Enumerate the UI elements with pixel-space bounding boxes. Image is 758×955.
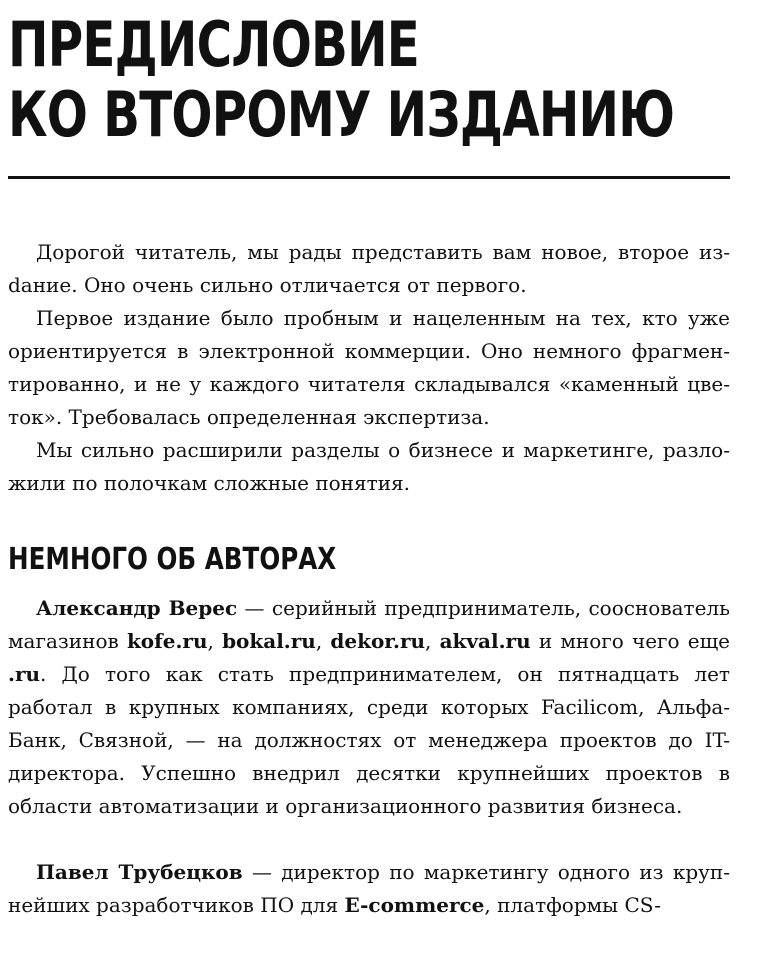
intro-paragraph-3: Мы сильно расширили разделы о бизнесе и маркетинге, разложили по полочкам сложные понятия. bbox=[8, 438, 730, 495]
intro-text bbox=[8, 236, 730, 500]
chapter-title bbox=[8, 0, 675, 160]
site-akval: akval.ru bbox=[439, 629, 531, 653]
term-ecommerce: E-commerce bbox=[344, 893, 485, 917]
author-trubetskov-text-2: , платформы CS- bbox=[484, 893, 661, 917]
site-bokal: bokal.ru bbox=[222, 629, 316, 653]
site-ru: .ru bbox=[8, 662, 41, 686]
site-kofe: kofe.ru bbox=[126, 629, 208, 653]
title-divider bbox=[8, 176, 730, 179]
chapter-title-line-2: КО ВТОРОМУ ИЗДАНИЮ bbox=[8, 78, 675, 151]
section-title-authors: НЕМНОГО ОБ АВТОРАХ bbox=[8, 542, 337, 577]
author-trubetskov-text-1: — директор по маркетингу одного из крупнейших разработчиков ПО для bbox=[8, 860, 730, 917]
author-veres-text-1: — серийный предприниматель, сооснователь магазинов bbox=[8, 596, 730, 653]
author-paragraph-veres bbox=[8, 592, 730, 823]
author-veres-text-2: и много чего еще bbox=[530, 629, 730, 653]
author-name-veres: Александр Верес bbox=[36, 596, 238, 620]
sep-3: , bbox=[425, 629, 440, 653]
authors-text bbox=[8, 592, 730, 922]
author-paragraph-trubetskov bbox=[8, 856, 730, 922]
paragraph-gap bbox=[8, 823, 730, 856]
chapter-title-line-1: ПРЕДИСЛОВИЕ bbox=[8, 8, 420, 81]
intro-paragraph-1: Дорогой читатель, мы рады представить вам новое, второе изdание. Оно очень сильно отличается от первого. bbox=[8, 240, 730, 297]
author-veres-text-3: . До того как стать предпринимателем, он пятнадцать лет работал в крупных компаниях, среди которых Facilicom, Альфа-Банк, Связной, — на должностях от менеджера проектов до IT-директора. Успешно внедрил десятки крупнейших проектов в области автоматизации и организационного развития бизнеса. bbox=[8, 662, 730, 818]
sep-2: , bbox=[315, 629, 331, 653]
site-dekor: dekor.ru bbox=[330, 629, 426, 653]
sep-1: , bbox=[207, 629, 223, 653]
author-name-trubetskov: Павел Трубецков bbox=[36, 860, 243, 884]
intro-paragraph-2: Первое издание было пробным и нацеленным на тех, кто уже ориентируется в электронной коммерции. Оно немного фрагментированно, и не у каждого читателя складывался «каменный цветок». Требовалась определенная экспертиза. bbox=[8, 306, 730, 429]
